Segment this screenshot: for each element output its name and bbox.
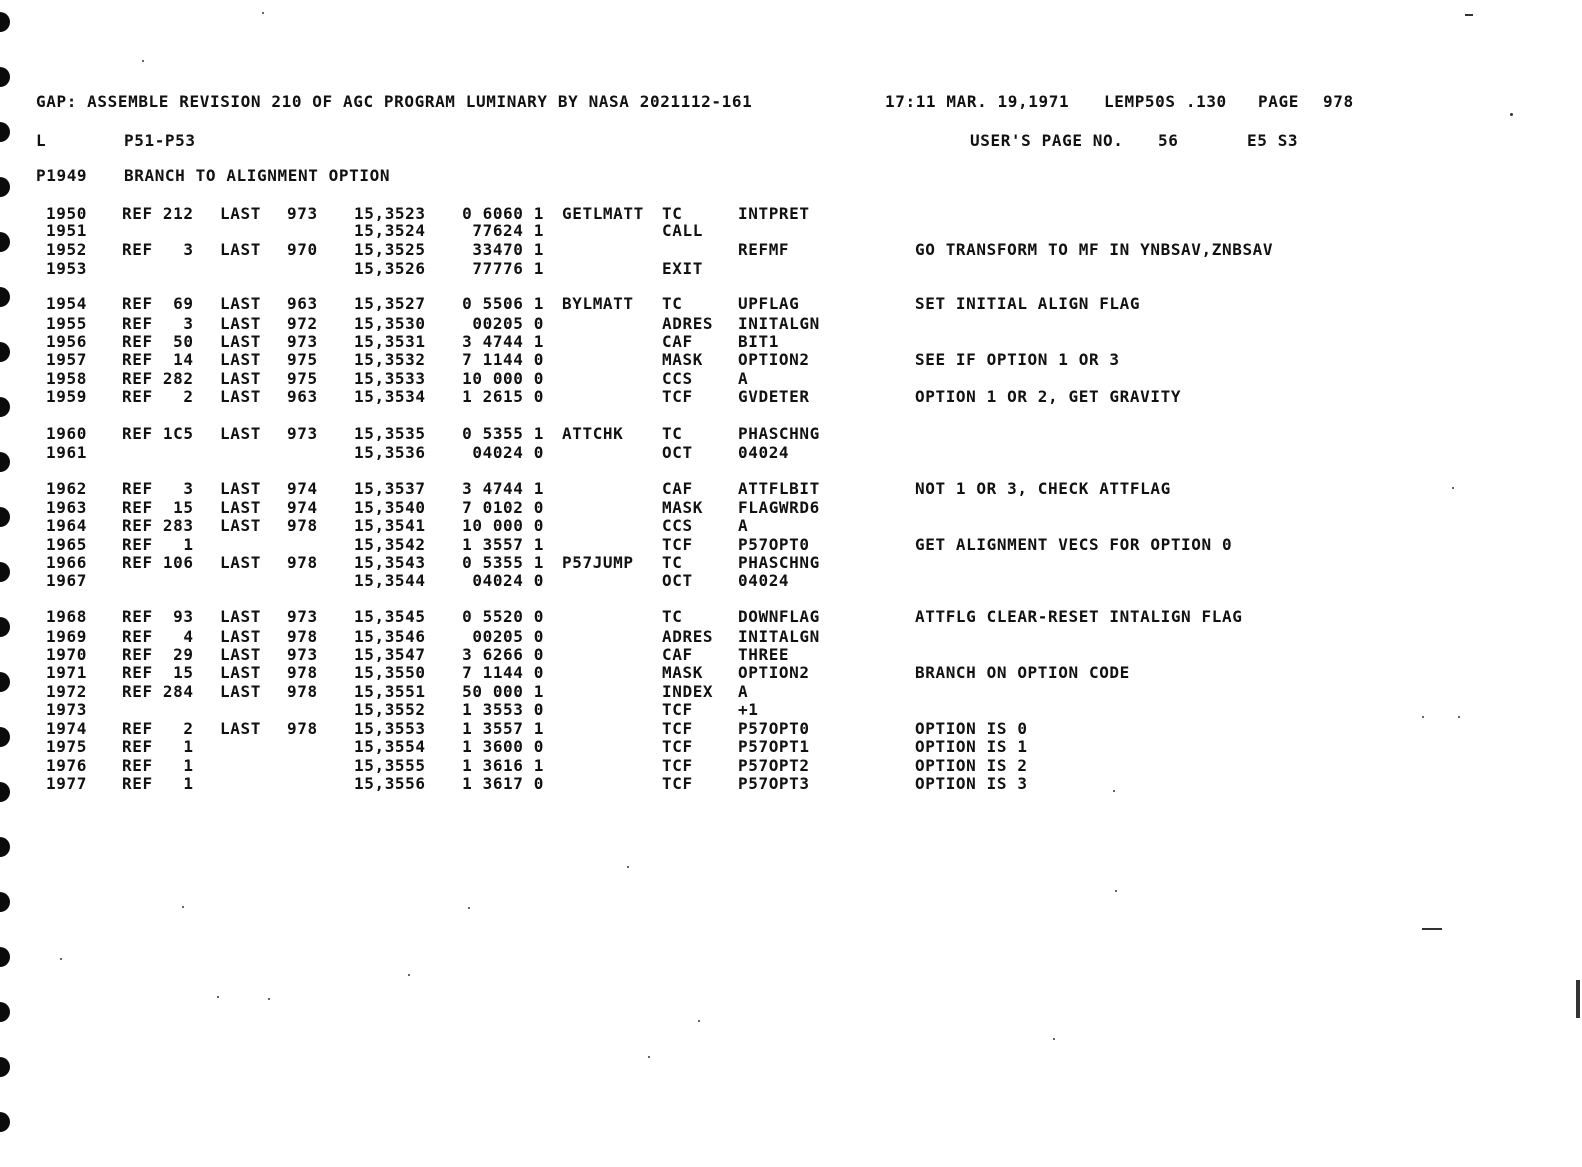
operand: P57OPT0 [738, 535, 810, 554]
last-label: LAST [220, 498, 261, 517]
address: 15,3556 [354, 774, 426, 793]
scan-speck [182, 906, 184, 908]
scan-speck [698, 1020, 700, 1022]
operand: 04024 [738, 443, 790, 462]
listing-row [0, 444, 1582, 462]
operand: P57OPT1 [738, 737, 810, 756]
opcode: ADRES [662, 627, 714, 646]
punch-hole [0, 892, 10, 912]
line-number: 1975 [46, 737, 87, 756]
listing-code: E5 S3 [1247, 131, 1299, 150]
operand: A [738, 682, 749, 701]
address: 15,3527 [354, 294, 426, 313]
address: 15,3547 [354, 645, 426, 664]
operand: P57OPT3 [738, 774, 810, 793]
last-page: 973 [287, 424, 318, 443]
last-page: 978 [287, 682, 318, 701]
operand: OPTION2 [738, 350, 810, 369]
address: 15,3544 [354, 571, 426, 590]
address: 15,3550 [354, 663, 426, 682]
listing-row [0, 628, 1582, 646]
address: 15,3534 [354, 387, 426, 406]
opcode: CAF [662, 332, 693, 351]
ref-count: REF 69 [122, 294, 194, 313]
address: 15,3546 [354, 627, 426, 646]
last-label: LAST [220, 719, 261, 738]
scan-speck [142, 60, 144, 62]
octal-word: 1 3557 1 [462, 719, 544, 738]
last-label: LAST [220, 332, 261, 351]
punch-hole [0, 177, 10, 197]
line-number: 1956 [46, 332, 87, 351]
operand: INTPRET [738, 204, 810, 223]
last-page: 972 [287, 314, 318, 333]
listing-row [0, 701, 1582, 719]
operand: A [738, 369, 749, 388]
listing-row [0, 222, 1582, 240]
line-number: 1969 [46, 627, 87, 646]
last-page: 975 [287, 350, 318, 369]
address: 15,3535 [354, 424, 426, 443]
listing-file: LEMP50S .130 [1104, 92, 1227, 111]
line-number: 1951 [46, 221, 87, 240]
comment: GO TRANSFORM TO MF IN YNBSAV,ZNBSAV [915, 240, 1274, 259]
last-label: LAST [220, 369, 261, 388]
ref-count: REF 1 [122, 737, 194, 756]
opcode: TCF [662, 535, 693, 554]
symbol-label: ATTCHK [562, 424, 624, 443]
ref-count: REF 14 [122, 350, 194, 369]
last-page: 970 [287, 240, 318, 259]
last-label: LAST [220, 607, 261, 626]
octal-word: 1 2615 0 [462, 387, 544, 406]
ref-count: REF 284 [122, 682, 194, 701]
octal-word: 7 1144 0 [462, 663, 544, 682]
opcode: TCF [662, 700, 693, 719]
comment: GET ALIGNMENT VECS FOR OPTION 0 [915, 535, 1233, 554]
listing-row [0, 370, 1582, 388]
ref-count: REF 15 [122, 663, 194, 682]
address: 15,3526 [354, 259, 426, 278]
last-label: LAST [220, 294, 261, 313]
listing-row [0, 608, 1582, 626]
octal-word: 3 4744 1 [462, 479, 544, 498]
scan-speck [468, 907, 470, 909]
symbol-label: P57JUMP [562, 553, 634, 572]
octal-word: 33470 1 [472, 240, 544, 259]
punch-hole [0, 122, 10, 142]
last-page: 978 [287, 553, 318, 572]
ref-count: REF 1 [122, 774, 194, 793]
opcode: EXIT [662, 259, 703, 278]
last-page: 973 [287, 332, 318, 351]
line-number: 1977 [46, 774, 87, 793]
last-page: 978 [287, 663, 318, 682]
last-label: LAST [220, 553, 261, 572]
scan-speck [262, 12, 264, 14]
line-number: 1970 [46, 645, 87, 664]
line-number: 1964 [46, 516, 87, 535]
scan-speck [408, 974, 410, 976]
line-number: 1959 [46, 387, 87, 406]
opcode: TCF [662, 774, 693, 793]
listing-row [0, 499, 1582, 517]
last-page: 975 [287, 369, 318, 388]
opcode: TC [662, 607, 683, 626]
section-title: BRANCH TO ALIGNMENT OPTION [124, 166, 391, 185]
listing-row [0, 315, 1582, 333]
opcode: TC [662, 204, 683, 223]
octal-word: 1 3600 0 [462, 737, 544, 756]
operand: UPFLAG [738, 294, 800, 313]
address: 15,3545 [354, 607, 426, 626]
octal-word: 50 000 1 [462, 682, 544, 701]
scan-speck [627, 866, 629, 868]
opcode: ADRES [662, 314, 714, 333]
operand: THREE [738, 645, 790, 664]
punch-hole [0, 947, 10, 967]
ref-count: REF 29 [122, 645, 194, 664]
octal-word: 77776 1 [472, 259, 544, 278]
comment: ATTFLG CLEAR-RESET INTALIGN FLAG [915, 607, 1243, 626]
opcode: TCF [662, 387, 693, 406]
line-number: 1954 [46, 294, 87, 313]
octal-word: 00205 0 [472, 627, 544, 646]
octal-word: 04024 0 [472, 443, 544, 462]
listing-row [0, 664, 1582, 682]
last-label: LAST [220, 314, 261, 333]
listing-title: GAP: ASSEMBLE REVISION 210 OF AGC PROGRAM LUMINARY BY NASA 2021112-161 [36, 92, 753, 111]
listing-row [0, 572, 1582, 590]
page-label: PAGE [1258, 92, 1299, 111]
ref-count: REF 283 [122, 516, 194, 535]
octal-word: 1 3557 1 [462, 535, 544, 554]
line-number: 1976 [46, 756, 87, 775]
page-number: 978 [1323, 92, 1354, 111]
address: 15,3533 [354, 369, 426, 388]
operand: P57OPT0 [738, 719, 810, 738]
comment: SEE IF OPTION 1 OR 3 [915, 350, 1120, 369]
comment: OPTION IS 3 [915, 774, 1028, 793]
line-number: 1965 [46, 535, 87, 554]
ref-count: REF 93 [122, 607, 194, 626]
ref-count: REF 3 [122, 240, 194, 259]
operand: +1 [738, 700, 759, 719]
octal-word: 1 3617 0 [462, 774, 544, 793]
last-label: LAST [220, 424, 261, 443]
last-page: 974 [287, 498, 318, 517]
listing-row [0, 757, 1582, 775]
listing-row [0, 388, 1582, 406]
ref-count: REF 1 [122, 535, 194, 554]
operand: PHASCHNG [738, 424, 820, 443]
punch-hole [0, 1002, 10, 1022]
line-number: 1950 [46, 204, 87, 223]
last-page: 973 [287, 204, 318, 223]
opcode: TC [662, 424, 683, 443]
opcode: TC [662, 553, 683, 572]
operand: OPTION2 [738, 663, 810, 682]
opcode: MASK [662, 350, 703, 369]
listing-datetime: 17:11 MAR. 19,1971 [885, 92, 1070, 111]
listing-type: L [36, 131, 47, 150]
line-number: 1952 [46, 240, 87, 259]
listing-row [0, 333, 1582, 351]
last-label: LAST [220, 645, 261, 664]
address: 15,3537 [354, 479, 426, 498]
opcode: TC [662, 294, 683, 313]
octal-word: 7 1144 0 [462, 350, 544, 369]
address: 15,3532 [354, 350, 426, 369]
octal-word: 0 5520 0 [462, 607, 544, 626]
scan-speck [268, 998, 270, 1000]
last-page: 973 [287, 645, 318, 664]
line-number: 1972 [46, 682, 87, 701]
last-page: 963 [287, 387, 318, 406]
operand: 04024 [738, 571, 790, 590]
operand: DOWNFLAG [738, 607, 820, 626]
listing-row [0, 775, 1582, 793]
user-page-number: 56 [1158, 131, 1179, 150]
line-number: 1962 [46, 479, 87, 498]
operand: BIT1 [738, 332, 779, 351]
octal-word: 77624 1 [472, 221, 544, 240]
operand: PHASCHNG [738, 553, 820, 572]
address: 15,3525 [354, 240, 426, 259]
last-label: LAST [220, 387, 261, 406]
line-number: 1953 [46, 259, 87, 278]
address: 15,3523 [354, 204, 426, 223]
ref-count: REF 1 [122, 756, 194, 775]
listing-row [0, 683, 1582, 701]
punch-hole [0, 1112, 10, 1132]
operand: P57OPT2 [738, 756, 810, 775]
octal-word: 10 000 0 [462, 369, 544, 388]
opcode: OCT [662, 571, 693, 590]
octal-word: 10 000 0 [462, 516, 544, 535]
opcode: TCF [662, 719, 693, 738]
octal-word: 0 5355 1 [462, 424, 544, 443]
operand: A [738, 516, 749, 535]
section-range: P51-P53 [124, 131, 196, 150]
line-number: 1955 [46, 314, 87, 333]
comment: OPTION IS 2 [915, 756, 1028, 775]
scan-speck [648, 1056, 650, 1058]
scan-speck [1053, 1038, 1055, 1040]
symbol-label: BYLMATT [562, 294, 634, 313]
octal-word: 0 5355 1 [462, 553, 544, 572]
opcode: OCT [662, 443, 693, 462]
last-label: LAST [220, 350, 261, 369]
last-label: LAST [220, 516, 261, 535]
last-page: 963 [287, 294, 318, 313]
last-page: 978 [287, 516, 318, 535]
address: 15,3530 [354, 314, 426, 333]
ref-count: REF 3 [122, 314, 194, 333]
comment: OPTION IS 0 [915, 719, 1028, 738]
user-page-label: USER'S PAGE NO. [970, 131, 1124, 150]
operand: FLAGWRD6 [738, 498, 820, 517]
operand: INITALGN [738, 627, 820, 646]
line-number: 1958 [46, 369, 87, 388]
line-number: 1957 [46, 350, 87, 369]
address: 15,3531 [354, 332, 426, 351]
comment: OPTION IS 1 [915, 737, 1028, 756]
scan-speck [1576, 980, 1580, 1018]
last-page: 974 [287, 479, 318, 498]
ref-count: REF 2 [122, 719, 194, 738]
address: 15,3551 [354, 682, 426, 701]
scan-speck [1115, 890, 1117, 892]
scan-speck [1510, 113, 1513, 116]
listing-row [0, 425, 1582, 443]
symbol-label: GETLMATT [562, 204, 644, 223]
ref-count: REF 3 [122, 479, 194, 498]
line-number: 1971 [46, 663, 87, 682]
address: 15,3554 [354, 737, 426, 756]
scan-speck [1465, 14, 1473, 16]
octal-word: 00205 0 [472, 314, 544, 333]
scan-speck [217, 996, 219, 998]
listing-row [0, 241, 1582, 259]
ref-count: REF 1C5 [122, 424, 194, 443]
opcode: INDEX [662, 682, 714, 701]
ref-count: REF 4 [122, 627, 194, 646]
octal-word: 7 0102 0 [462, 498, 544, 517]
opcode: MASK [662, 663, 703, 682]
listing-row [0, 480, 1582, 498]
last-page: 973 [287, 607, 318, 626]
listing-row [0, 646, 1582, 664]
opcode: TCF [662, 756, 693, 775]
opcode: TCF [662, 737, 693, 756]
line-number: 1967 [46, 571, 87, 590]
comment: NOT 1 OR 3, CHECK ATTFLAG [915, 479, 1171, 498]
listing-row [0, 351, 1582, 369]
ref-count: REF 50 [122, 332, 194, 351]
octal-word: 04024 0 [472, 571, 544, 590]
operand: REFMF [738, 240, 790, 259]
octal-word: 3 4744 1 [462, 332, 544, 351]
opcode: CCS [662, 516, 693, 535]
last-label: LAST [220, 627, 261, 646]
last-label: LAST [220, 663, 261, 682]
address: 15,3524 [354, 221, 426, 240]
operand: GVDETER [738, 387, 810, 406]
line-number: 1968 [46, 607, 87, 626]
octal-word: 1 3553 0 [462, 700, 544, 719]
ref-count: REF 282 [122, 369, 194, 388]
address: 15,3555 [354, 756, 426, 775]
ref-count: REF 212 [122, 204, 194, 223]
last-page: 978 [287, 627, 318, 646]
listing-row [0, 720, 1582, 738]
punch-hole [0, 12, 10, 32]
ref-count: REF 106 [122, 553, 194, 572]
scan-speck [60, 958, 62, 960]
punch-hole [0, 1057, 10, 1077]
address: 15,3542 [354, 535, 426, 554]
octal-word: 0 5506 1 [462, 294, 544, 313]
octal-word: 0 6060 1 [462, 204, 544, 223]
address: 15,3543 [354, 553, 426, 572]
listing-row [0, 260, 1582, 278]
comment: BRANCH ON OPTION CODE [915, 663, 1130, 682]
ref-count: REF 15 [122, 498, 194, 517]
last-label: LAST [220, 240, 261, 259]
line-number: 1960 [46, 424, 87, 443]
octal-word: 1 3616 1 [462, 756, 544, 775]
address: 15,3541 [354, 516, 426, 535]
address: 15,3536 [354, 443, 426, 462]
opcode: MASK [662, 498, 703, 517]
line-number: 1966 [46, 553, 87, 572]
scan-speck [1422, 928, 1442, 930]
last-label: LAST [220, 682, 261, 701]
comment: OPTION 1 OR 2, GET GRAVITY [915, 387, 1182, 406]
last-page: 978 [287, 719, 318, 738]
line-number: 1961 [46, 443, 87, 462]
opcode: CAF [662, 479, 693, 498]
listing-row [0, 536, 1582, 554]
last-label: LAST [220, 204, 261, 223]
opcode: CALL [662, 221, 703, 240]
ref-count: REF 2 [122, 387, 194, 406]
punch-hole [0, 67, 10, 87]
comment: SET INITIAL ALIGN FLAG [915, 294, 1141, 313]
line-number: 1973 [46, 700, 87, 719]
listing-row [0, 295, 1582, 313]
last-label: LAST [220, 479, 261, 498]
section-line-number: P1949 [36, 166, 88, 185]
operand: ATTFLBIT [738, 479, 820, 498]
address: 15,3540 [354, 498, 426, 517]
listing-row [0, 738, 1582, 756]
opcode: CCS [662, 369, 693, 388]
listing-row [0, 554, 1582, 572]
line-number: 1963 [46, 498, 87, 517]
line-number: 1974 [46, 719, 87, 738]
operand: INITALGN [738, 314, 820, 333]
octal-word: 3 6266 0 [462, 645, 544, 664]
opcode: CAF [662, 645, 693, 664]
address: 15,3553 [354, 719, 426, 738]
listing-row [0, 205, 1582, 223]
punch-hole [0, 837, 10, 857]
listing-row [0, 517, 1582, 535]
address: 15,3552 [354, 700, 426, 719]
